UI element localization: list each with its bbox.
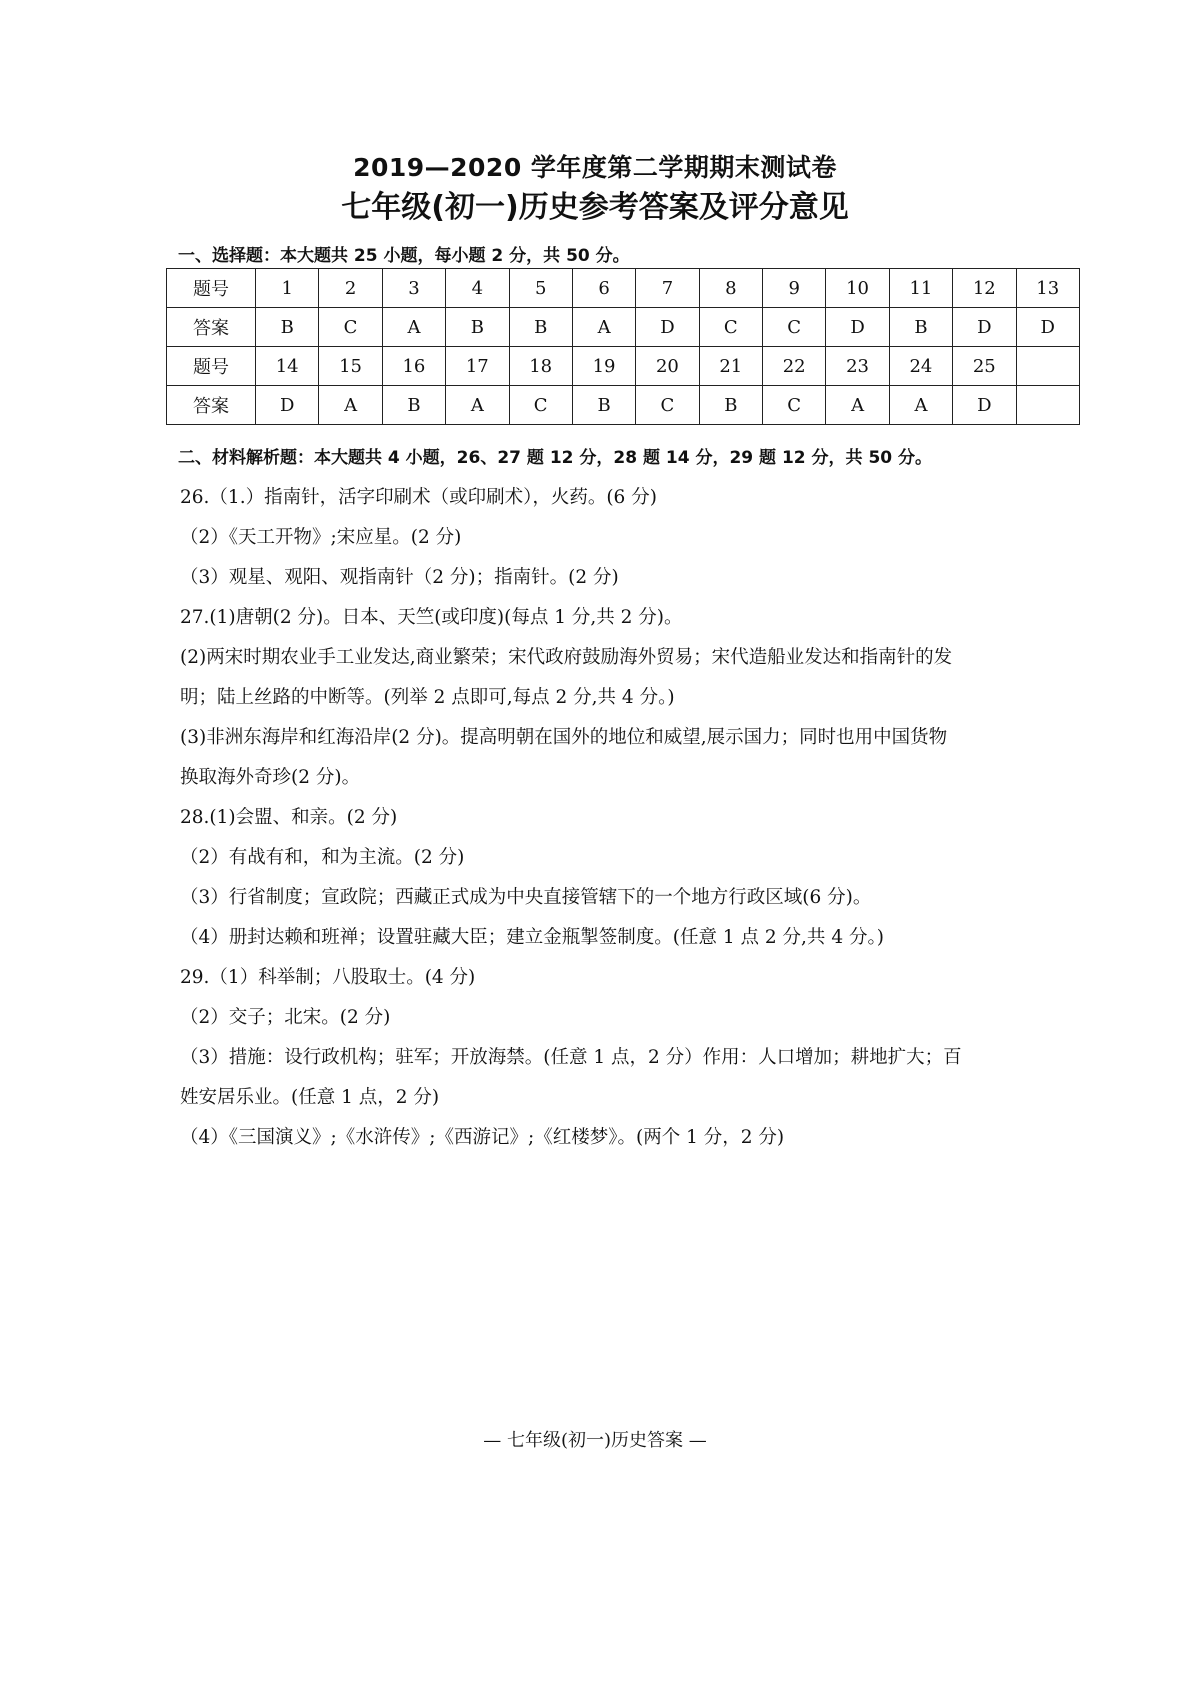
table-cell: A [446,386,509,425]
table-cell: 12 [953,269,1016,308]
table-cell [1016,347,1080,386]
answer-line: （3）措施：设行政机构；驻军；开放海禁。(任意 1 点，2 分）作用：人口增加；耕地扩大；百 [180,1047,962,1068]
table-cell: 2 [319,269,382,308]
table-cell: 17 [446,347,509,386]
table-cell: C [699,308,762,347]
answer-line: 27.(1)唐朝(2 分)。日本、天竺(或印度)(每点 1 分,共 2 分)。 [180,607,683,628]
answer-line: （3）观星、观阳、观指南针（2 分)；指南针。(2 分) [180,567,619,588]
answer-line: 姓安居乐业。(任意 1 点，2 分) [180,1087,440,1108]
answer-line: （4）册封达赖和班禅；设置驻藏大臣；建立金瓶掣签制度。(任意 1 点 2 分,共 4 分。) [180,927,884,948]
answer-table [166,268,1080,425]
table-cell: A [889,386,952,425]
table-cell: 21 [699,347,762,386]
table-cell: C [763,386,826,425]
table-cell: D [953,386,1016,425]
table-cell: A [382,308,445,347]
table-cell: D [256,386,319,425]
table-cell: D [953,308,1016,347]
table-cell: D [636,308,699,347]
table-cell: 9 [763,269,826,308]
table-cell [1016,386,1080,425]
table-cell: 10 [826,269,889,308]
table-cell: 16 [382,347,445,386]
exam-title: 2019—2020 学年度第二学期期末测试卷 [353,153,837,182]
answer-line: (2)两宋时期农业手工业发达,商业繁荣；宋代政府鼓励海外贸易；宋代造船业发达和指南针的发 [180,647,953,668]
table-cell: 19 [572,347,635,386]
table-cell: 3 [382,269,445,308]
row-label-cell: 答案 [167,308,256,347]
table-cell: B [509,308,572,347]
question-number-row [167,269,1080,308]
answer-line: 换取海外奇珍(2 分)。 [180,767,361,788]
material-answers [180,478,1075,1158]
table-cell: 22 [763,347,826,386]
table-cell: B [889,308,952,347]
table-cell: 6 [572,269,635,308]
answer-line: (3)非洲东海岸和红海沿岸(2 分)。提高明朝在国外的地位和威望,展示国力；同时也用中国货物 [180,727,948,748]
table-cell: B [699,386,762,425]
answer-key-title: 七年级(初一)历史参考答案及评分意见 [341,190,849,225]
table-cell: 7 [636,269,699,308]
table-cell: 8 [699,269,762,308]
answer-line: 26.（1.）指南针，活字印刷术（或印刷术），火药。(6 分) [180,487,657,508]
table-cell: B [572,386,635,425]
table-cell: 14 [256,347,319,386]
answer-line: 29.（1）科举制；八股取士。(4 分) [180,967,476,988]
table-cell: A [319,386,382,425]
table-cell: C [763,308,826,347]
table-cell: 5 [509,269,572,308]
table-cell: 25 [953,347,1016,386]
table-cell: B [446,308,509,347]
answer-row [167,308,1080,347]
table-cell: A [826,386,889,425]
question-number-row [167,347,1080,386]
table-cell: 11 [889,269,952,308]
table-cell: 1 [256,269,319,308]
table-cell: 4 [446,269,509,308]
table-cell: C [509,386,572,425]
table-cell: D [1016,308,1080,347]
page-footer: — 七年级(初一)历史答案 — [483,1430,707,1451]
table-cell: C [636,386,699,425]
answer-line: （2）《天工开物》;宋应星。(2 分) [180,527,462,548]
table-cell: 23 [826,347,889,386]
section1-heading: 一、选择题：本大题共 25 小题，每小题 2 分，共 50 分。 [178,246,630,266]
table-cell: A [572,308,635,347]
answer-line: （3）行省制度；宣政院；西藏正式成为中央直接管辖下的一个地方行政区域(6 分)。 [180,887,872,908]
table-cell: B [382,386,445,425]
section2-heading: 二、材料解析题：本大题共 4 小题，26、27 题 12 分，28 题 14 分，29 题 12 分，共 50 分。 [178,448,933,468]
table-cell: 24 [889,347,952,386]
answer-line: （2）有战有和，和为主流。(2 分) [180,847,465,868]
row-label-cell: 题号 [167,269,256,308]
table-cell: B [256,308,319,347]
answer-row [167,386,1080,425]
table-cell: 13 [1016,269,1080,308]
table-cell: 15 [319,347,382,386]
answer-line: 28.(1)会盟、和亲。(2 分) [180,807,398,828]
answer-line: （2）交子；北宋。(2 分) [180,1007,391,1028]
table-cell: D [826,308,889,347]
table-cell: 18 [509,347,572,386]
table-cell: C [319,308,382,347]
answer-line: （4）《三国演义》;《水浒传》;《西游记》;《红楼梦》。(两个 1 分，2 分) [180,1127,785,1148]
answer-line: 明；陆上丝路的中断等。(列举 2 点即可,每点 2 分,共 4 分。) [180,687,675,708]
row-label-cell: 题号 [167,347,256,386]
row-label-cell: 答案 [167,386,256,425]
table-cell: 20 [636,347,699,386]
